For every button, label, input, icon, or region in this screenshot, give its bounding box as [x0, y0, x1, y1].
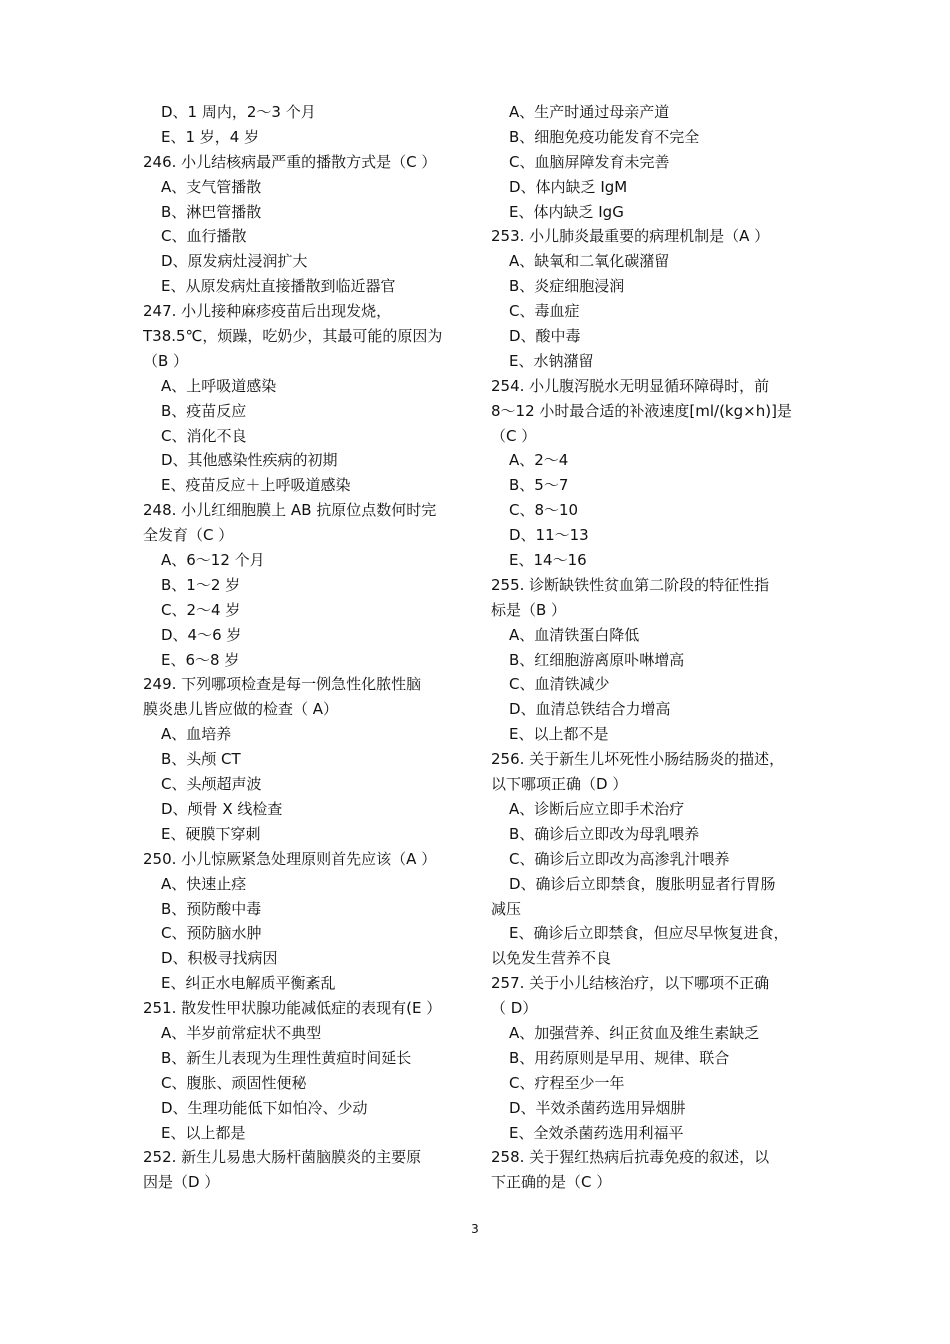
- question-text-line: 254. 小儿腹泻脱水无明显循环障碍时，前: [491, 376, 770, 395]
- question-text-line: 减压: [491, 899, 522, 918]
- answer-option-line: B、用药原则是早用、规律、联合: [509, 1048, 730, 1067]
- answer-option-line: E、疫苗反应＋上呼吸道感染: [161, 476, 351, 495]
- question-text-line: 252. 新生儿易患大肠杆菌脑膜炎的主要原: [143, 1148, 422, 1167]
- answer-option-line: C、疗程至少一年: [509, 1073, 625, 1092]
- question-text-line: 因是（D ）: [143, 1173, 220, 1192]
- answer-option-line: B、疫苗反应: [161, 401, 247, 420]
- answer-option-line: E、以上都是: [161, 1123, 246, 1142]
- answer-option-line: B、5～7: [509, 476, 569, 495]
- answer-option-line: E、纠正水电解质平衡紊乱: [161, 974, 336, 993]
- answer-option-line: D、颅骨 X 线检查: [161, 799, 283, 818]
- answer-option-line: B、红细胞游离原卟啉增高: [509, 650, 685, 669]
- question-text-line: 253. 小儿肺炎最重要的病理机制是（A ）: [491, 227, 770, 246]
- question-text-line: （ D）: [491, 999, 538, 1018]
- answer-option-line: D、酸中毒: [509, 327, 581, 346]
- answer-option-line: B、淋巴管播散: [161, 202, 262, 221]
- page-number: 3: [471, 1222, 479, 1236]
- answer-option-line: B、炎症细胞浸润: [509, 277, 625, 296]
- question-text-line: 246. 小儿结核病最严重的播散方式是（C ）: [143, 152, 437, 171]
- question-text-line: 以免发生营养不良: [491, 949, 612, 968]
- answer-option-line: A、2～4: [509, 451, 569, 470]
- answer-option-line: A、加强营养、纠正贫血及维生素缺乏: [509, 1023, 760, 1042]
- answer-option-line: D、其他感染性疾病的初期: [161, 451, 338, 470]
- answer-option-line: C、消化不良: [161, 426, 247, 445]
- answer-option-line: E、确诊后立即禁食，但应尽早恢复进食，: [509, 924, 789, 943]
- answer-option-line: B、细胞免疫功能发育不完全: [509, 127, 700, 146]
- answer-option-line: C、腹胀、顽固性便秘: [161, 1073, 307, 1092]
- answer-option-line: C、8～10: [509, 501, 579, 520]
- answer-option-line: E、以上都不是: [509, 725, 609, 744]
- answer-option-line: B、头颅 CT: [161, 750, 241, 769]
- answer-option-line: C、毒血症: [509, 302, 580, 321]
- answer-option-line: A、生产时通过母亲产道: [509, 103, 670, 121]
- answer-option-line: E、水钠潴留: [509, 351, 594, 370]
- answer-option-line: A、诊断后应立即手术治疗: [509, 799, 685, 818]
- question-text-line: （C ）: [491, 426, 537, 445]
- answer-option-line: A、血培养: [161, 725, 232, 744]
- answer-option-line: C、头颅超声波: [161, 775, 262, 794]
- question-text-line: 255. 诊断缺铁性贫血第二阶段的特征性指: [491, 575, 770, 594]
- question-text-line: 250. 小儿惊厥紧急处理原则首先应该（A ）: [143, 849, 437, 868]
- answer-option-line: A、缺氧和二氧化碳潴留: [509, 252, 670, 271]
- answer-option-line: E、1 岁，4 岁: [161, 127, 260, 146]
- question-text-line: 标是（B ）: [491, 600, 567, 619]
- answer-option-line: D、1 周内，2～3 个月: [161, 103, 316, 121]
- answer-option-line: B、确诊后立即改为母乳喂养: [509, 824, 700, 843]
- right-column: [491, 100, 811, 1195]
- answer-option-line: A、血清铁蛋白降低: [509, 625, 640, 644]
- question-text-line: 258. 关于猩红热病后抗毒免疫的叙述，以: [491, 1148, 770, 1167]
- answer-option-line: E、全效杀菌药选用利福平: [509, 1123, 684, 1142]
- question-text-line: 膜炎患儿皆应做的检查（ A）: [143, 700, 339, 719]
- answer-option-line: A、支气管播散: [161, 177, 262, 196]
- question-text-line: 249. 下列哪项检查是每一例急性化脓性脑: [143, 675, 422, 694]
- answer-option-line: C、血清铁减少: [509, 675, 610, 694]
- question-text-line: 8～12 小时最合适的补液速度[ml/(kg×h)]是: [491, 401, 792, 420]
- answer-option-line: D、11～13: [509, 526, 589, 545]
- question-text-line: 248. 小儿红细胞膜上 AB 抗原位点数何时完: [143, 501, 437, 520]
- question-text-line: 251. 散发性甲状腺功能减低症的表现有(E ）: [143, 999, 442, 1018]
- answer-option-line: E、14～16: [509, 551, 587, 570]
- answer-option-line: C、确诊后立即改为高渗乳汁喂养: [509, 849, 730, 868]
- answer-option-line: D、原发病灶浸润扩大: [161, 252, 308, 271]
- answer-option-line: E、6～8 岁: [161, 650, 240, 669]
- answer-option-line: D、血清总铁结合力增高: [509, 700, 671, 719]
- answer-option-line: C、血行播散: [161, 227, 247, 246]
- answer-option-line: B、预防酸中毒: [161, 899, 262, 918]
- answer-option-line: C、血脑屏障发育未完善: [509, 152, 670, 171]
- question-text-line: 全发育（C ）: [143, 526, 234, 545]
- answer-option-line: C、预防脑水肿: [161, 924, 262, 943]
- question-text-line: 256. 关于新生儿坏死性小肠结肠炎的描述，: [491, 750, 785, 769]
- answer-option-line: D、4～6 岁: [161, 625, 242, 644]
- answer-option-line: E、体内缺乏 IgG: [509, 202, 624, 221]
- answer-option-line: E、从原发病灶直接播散到临近器官: [161, 277, 396, 296]
- left-column: [143, 100, 468, 1195]
- question-text-line: 下正确的是（C ）: [491, 1173, 612, 1192]
- answer-option-line: D、半效杀菌药选用异烟肼: [509, 1098, 686, 1117]
- question-text-line: （B ）: [143, 351, 189, 370]
- answer-option-line: D、体内缺乏 IgM: [509, 177, 628, 196]
- answer-option-line: A、半岁前常症状不典型: [161, 1023, 322, 1042]
- answer-option-line: B、1～2 岁: [161, 575, 241, 594]
- answer-option-line: C、2～4 岁: [161, 600, 241, 619]
- question-text-line: 以下哪项正确（D ）: [491, 775, 628, 794]
- answer-option-line: A、6～12 个月: [161, 551, 265, 570]
- answer-option-line: A、上呼吸道感染: [161, 376, 277, 395]
- answer-option-line: B、新生儿表现为生理性黄疸时间延长: [161, 1048, 412, 1067]
- question-text-line: 247. 小儿接种麻疹疫苗后出现发烧，: [143, 302, 392, 321]
- answer-option-line: D、确诊后立即禁食，腹胀明显者行胃肠: [509, 874, 776, 893]
- question-text-line: T38.5℃，烦躁，吃奶少，其最可能的原因为: [143, 327, 443, 346]
- answer-option-line: D、积极寻找病因: [161, 949, 278, 968]
- question-text-line: 257. 关于小儿结核治疗，以下哪项不正确: [491, 974, 770, 993]
- answer-option-line: E、硬膜下穿刺: [161, 824, 261, 843]
- answer-option-line: D、生理功能低下如怕冷、少动: [161, 1098, 368, 1117]
- answer-option-line: A、快速止痉: [161, 874, 247, 893]
